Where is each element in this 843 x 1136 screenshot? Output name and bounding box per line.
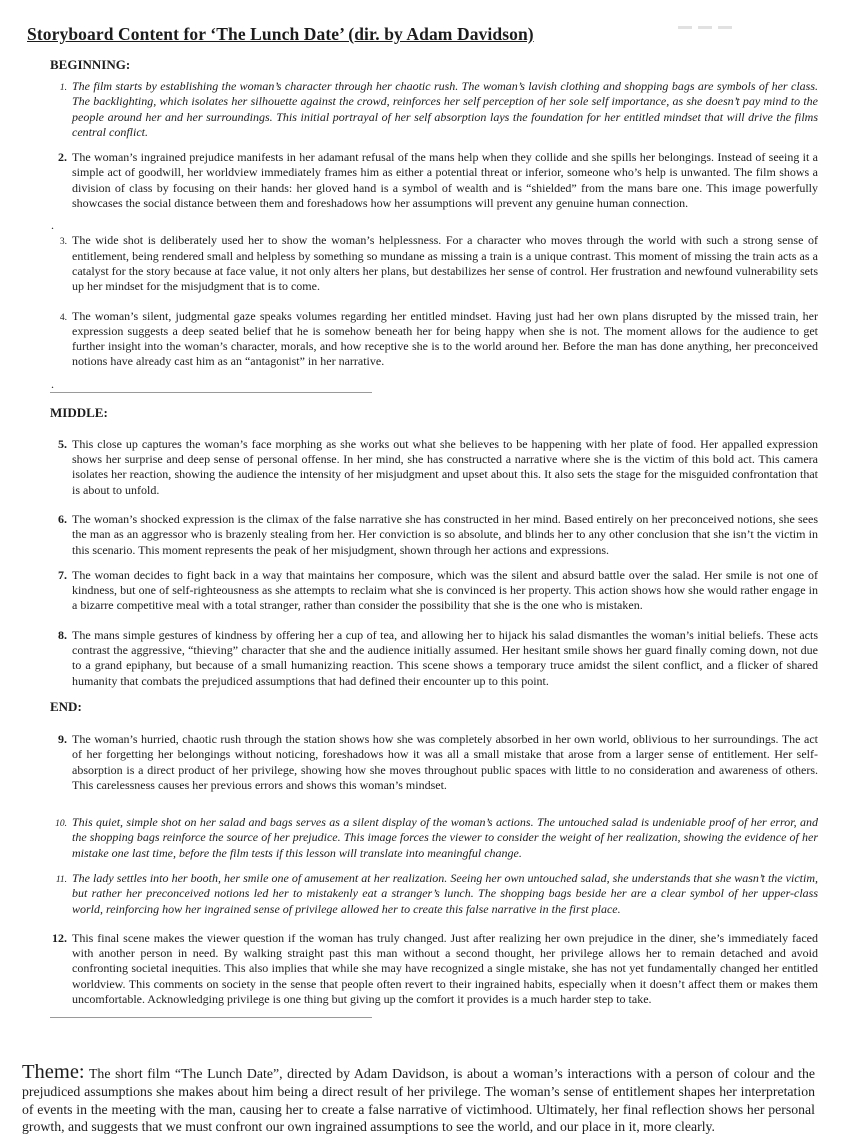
storyboard-item-1 [50,79,818,140]
item-text: This close up captures the woman’s face morphing as she works out what she believes to be happening with her plate of food. Her appalled expression shows her surprise and deep sense of personal offense. In her mind, she has constructed a narrative where she is the victim of this bold act. This camera isolates her reaction, showing the audience the intensity of her misjudgment and upset about this. It also sets the stage for the misguided confrontation that is about to unfold. [72,436,818,497]
section-divider [50,392,372,393]
storyboard-item-4 [50,309,818,370]
item-text: The mans simple gestures of kindness by offering her a cup of tea, and allowing her to hijack his salad dismantles the woman’s initial beliefs. These acts contrast the aggressive, “thieving” character that she and the audience initially assumed. Her hesitant smile shows her guard finally coming down, not due to a grand epiphany, but because of a small humanizing reaction. This scene shows a temporary truce amidst the silent conflict, and a flicker of shared humanity that combats the prejudiced assumptions that had defined their encounter up to this point. [72,627,818,688]
storyboard-item-2 [50,150,818,211]
stray-period: . [51,376,54,391]
item-number: 2. [58,150,67,165]
item-text: The woman’s ingrained prejudice manifests in her adamant refusal of the mans help when they collide and she spills her belongings. Instead of seeing it a simple act of goodwill, her worldview immediately frames him as either a potential threat or inferior, someone who’s help is unwanted. The film shows a division of class by focusing on their hands: her gloved hand is a symbol of wealth and is “shielded” from the mans bare one. This image powerfully showcases the social distance between them and foreshadows how her assumptions will prevent any genuine human connection. [72,150,818,211]
storyboard-item-7 [50,568,818,614]
storyboard-item-8 [50,628,818,689]
item-number: 1. [59,83,67,93]
item-number: 5. [58,436,67,451]
item-number: 3. [59,237,67,248]
storyboard-item-12 [50,931,818,1007]
item-text: This final scene makes the viewer question if the woman has truly changed. Just after realizing her own prejudice in the diner, she’s immediately faced with another person in need. By walking straight past this man without a second thought, her privilege allows her to remain detached and avoid confronting societal inequities. This also implies that while she may have recognized a single mistake, she has not yet fundamentally changed her entitled worldview. This comments on society in the sense that people often revert to their ingrained habits, especially when it doesn’t affect them or makes them uncomfortable. Acknowledging privilege is one thing but giving up the comfort it provides is a much harder step to take. [72,930,818,1007]
section-heading-beginning: BEGINNING: [50,57,131,72]
item-text: The woman decides to fight back in a way that maintains her composure, which was the silent and absurd battle over the salad. Her smile is not one of kindness, but one of self-righteousness as she attempts to reclaim what she is convinced is her property. This action shows how she would rather engage in a bizarre competitive meal with a total stranger, rather than consider the possibility that she is the one who is mistaken. [72,567,818,613]
item-number: 6. [58,511,67,526]
item-text: The wide shot is deliberately used her to show the woman’s helplessness. For a character who moves through the world with such a strong sense of entitlement, being rendered small and helpless by something so mundane as missing a train is a unique contrast. This moment of missing the train acts as a catalyst for the story because at face value, it not only alters her plans, but destabilizes her sense of control. Her frustration and newfound vulnerability sets up her mindset for the misjudgment that is to come. [72,233,818,294]
item-number: 10. [55,819,67,830]
section-heading-end: END: [50,698,82,714]
storyboard-item-11 [50,871,818,917]
section-divider [50,1017,372,1018]
stray-period: . [51,218,54,233]
item-text: The woman’s shocked expression is the climax of the false narrative she has constructed in her mind. Based entirely on her preconceived notions, she sees the man as an aggressor who is brazenly stealing from her. Her conviction is so absolute, and blinds her to any other conclusion that she isn’t the victim in this scenario. This moment represents the peak of her misjudgment, shown through her actions and expressions. [72,511,818,557]
storyboard-item-10 [50,815,818,861]
item-number: 4. [59,312,67,323]
section-heading-middle: MIDDLE: [50,404,108,420]
item-text: The lady settles into her booth, her smile one of amusement at her realization. Seeing her own untouched salad, she understands that she wasn’t the victim, but rather her preconceived notions led her to mistakenly eat a stranger’s lunch. The shopping bags beside her are a clear symbol of her upper-class world, reinforcing how her ingrained sense of privilege allowed her to create this false narrative in the first place. [72,870,818,916]
cropped-page-edge-artifact [678,24,778,29]
item-text: The film starts by establishing the woman’s character through her chaotic rush. The woman’s lavish clothing and shopping bags are symbols of her class. The backlighting, which isolates her silhouette against the crowd, reinforces her self perception of her sole self importance, as she doesn’t pay mind to the people around her and her surroundings. This initial portrayal of her self absorption lays the foundation for her entitled mindset that will drive the films central conflict. [72,79,818,139]
item-number: 12. [52,930,67,945]
theme-label: Theme: [22,1061,85,1084]
item-text: This quiet, simple shot on her salad and bags serves as a silent display of the woman’s actions. The untouched salad is undeniable proof of her error, and the shopping bags reinforce the source of her prejudice. This image forces the viewer to consider the weight of her realization, showing the evidence of her mistake one last time, before the film tests if this lesson will translate into meaningful change. [72,815,818,860]
item-number: 9. [58,731,67,746]
document-page [0,24,843,1135]
item-text: The woman’s silent, judgmental gaze speaks volumes regarding her entitled mindset. Having just had her own plans disrupted by the missed train, her expression suggests a deep seated belief that he is somehow beneath her for being happy when she is not. The moment allows for the audience to get further insight into the woman’s character, morals, and how receptive she is to the world around her. Before the man has done anything, her preconceived notions have already cast him as an “antagonist” in her narrative. [72,308,818,369]
item-number: 8. [58,627,67,642]
storyboard-item-3 [50,233,818,294]
storyboard-item-6 [50,512,818,558]
storyboard-item-5 [50,437,818,498]
theme-paragraph [22,1061,815,1135]
storyboard-content [50,57,818,1018]
item-number: 11. [55,874,67,885]
item-text: The woman’s hurried, chaotic rush through the station shows how she was completely absorbed in her own world, oblivious to her surroundings. The act of her forgetting her belongings without noticing, foreshadows how it was all a small mistake that arose from a larger sense of entitlement. Her self-absorption is a direct product of her privilege, showing how she moves throughout public spaces with little to no consideration and awareness of others. This carelessness causes her previous errors and shows this woman’s mindset. [72,731,818,792]
theme-text: The short film “The Lunch Date”, directed by Adam Davidson, is about a woman’s interactions with a person of colour and the prejudiced assumptions she makes about him being a direct result of her privilege. The woman’s sense of entitlement shapes her interpretation of events in the meeting with the man, causing her to create a false narrative of victimhood. Ultimately, her final reflection shows her personal growth, and suggests that we must confront our own ingrained assumptions to see the world, and our place in it, more clearly. [22,1066,815,1135]
page-title: Storyboard Content for ‘The Lunch Date’ (dir. by Adam Davidson) [27,24,534,44]
item-number: 7. [58,567,67,582]
storyboard-item-9 [50,732,818,793]
